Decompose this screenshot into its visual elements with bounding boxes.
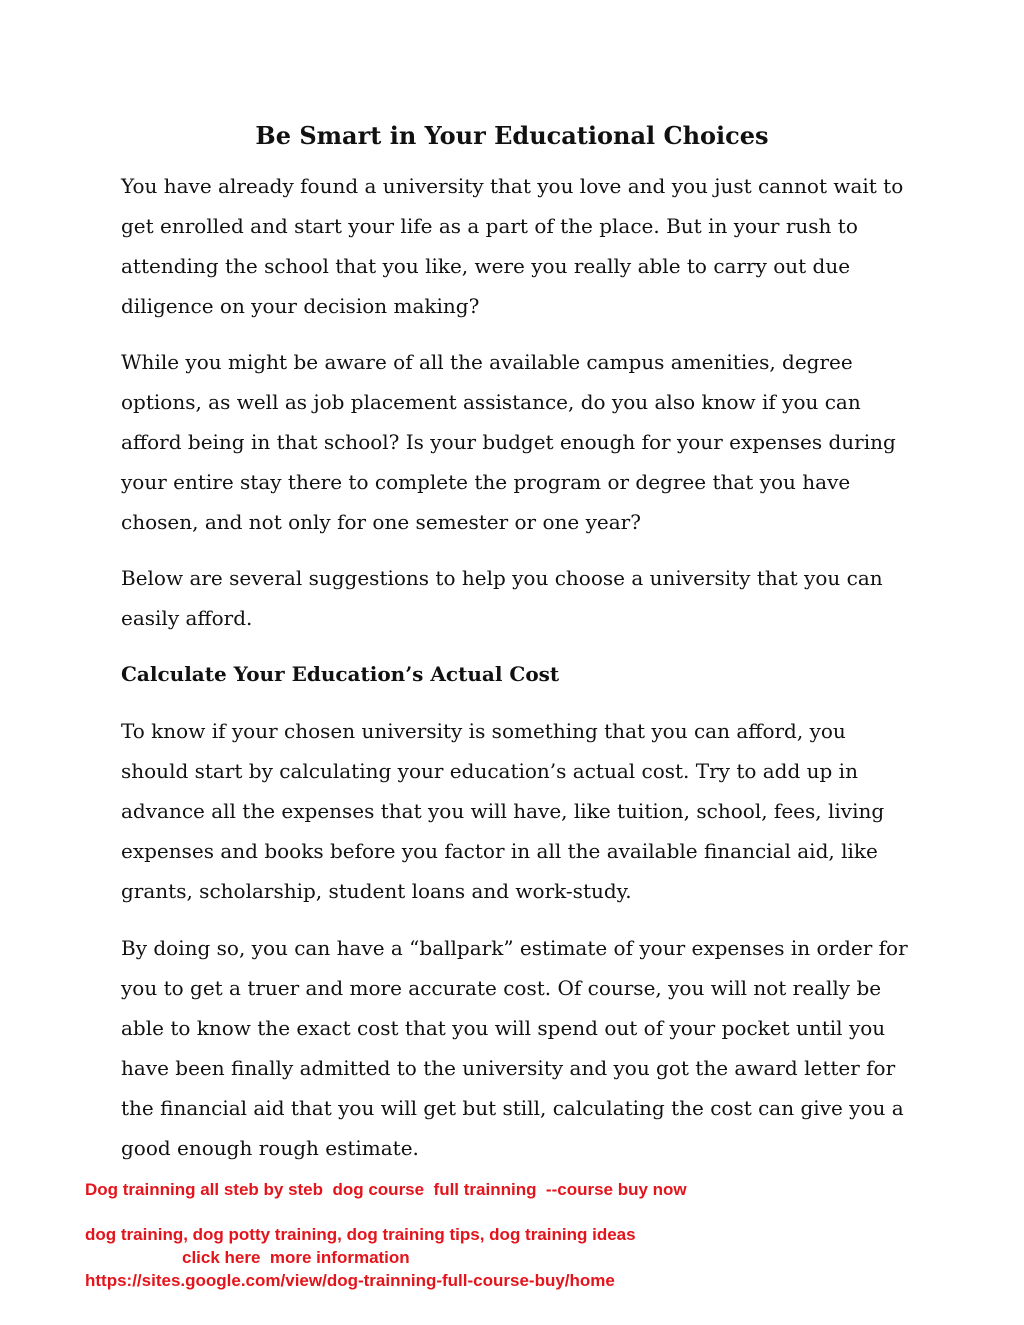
promo-course-link[interactable]: Dog trainning all steb by steb dog course full trainning --course buy now [85,1180,687,1199]
paragraph-intro: You have already found a university that you love and you just cannot wait to get enrolled and start your life as a part of the place. But in your rush to attending the school that you like, were you really able to carry out due diligence on your decision making? [121,174,904,318]
section-heading: Calculate Your Education’s Actual Cost [121,662,560,686]
promo-url-link[interactable]: https://sites.google.com/view/dog-trainning-full-course-buy/home [85,1271,615,1290]
paragraph-affordability: While you might be aware of all the available campus amenities, degree options, as well as job placement assistance, do you also know if you can afford being in that school? Is your budget enough for your expenses during your entire stay there to complete the program or degree that you have chosen, and not only for one semester or one year? [121,350,896,534]
promo-topics-link[interactable]: dog training, dog potty training, dog training tips, dog training ideas [85,1225,636,1244]
paragraph-suggestions: Below are several suggestions to help you choose a university that you can easily afford. [121,566,883,630]
paragraph-calculate-cost: To know if your chosen university is something that you can afford, you should start by calculating your education’s actual cost. Try to add up in advance all the expenses that you will have, like tuition, school, fees, living expenses and books before you factor in all the available financial aid, like grants, scholarship, student loans and work-study. [121,719,885,903]
promo-click-here-link[interactable]: click here more information [182,1248,410,1267]
document-title: Be Smart in Your Educational Choices [255,121,769,150]
paragraph-ballpark-estimate: By doing so, you can have a “ballpark” estimate of your expenses in order for you to get a truer and more accurate cost. Of course, you will not really be able to know the exact cost that you will spend out of your pocket until you have been finally admitted to the university and you got the award letter for the financial aid that you will get but still, calculating the cost can give you a good enough rough estimate. [121,936,908,1160]
